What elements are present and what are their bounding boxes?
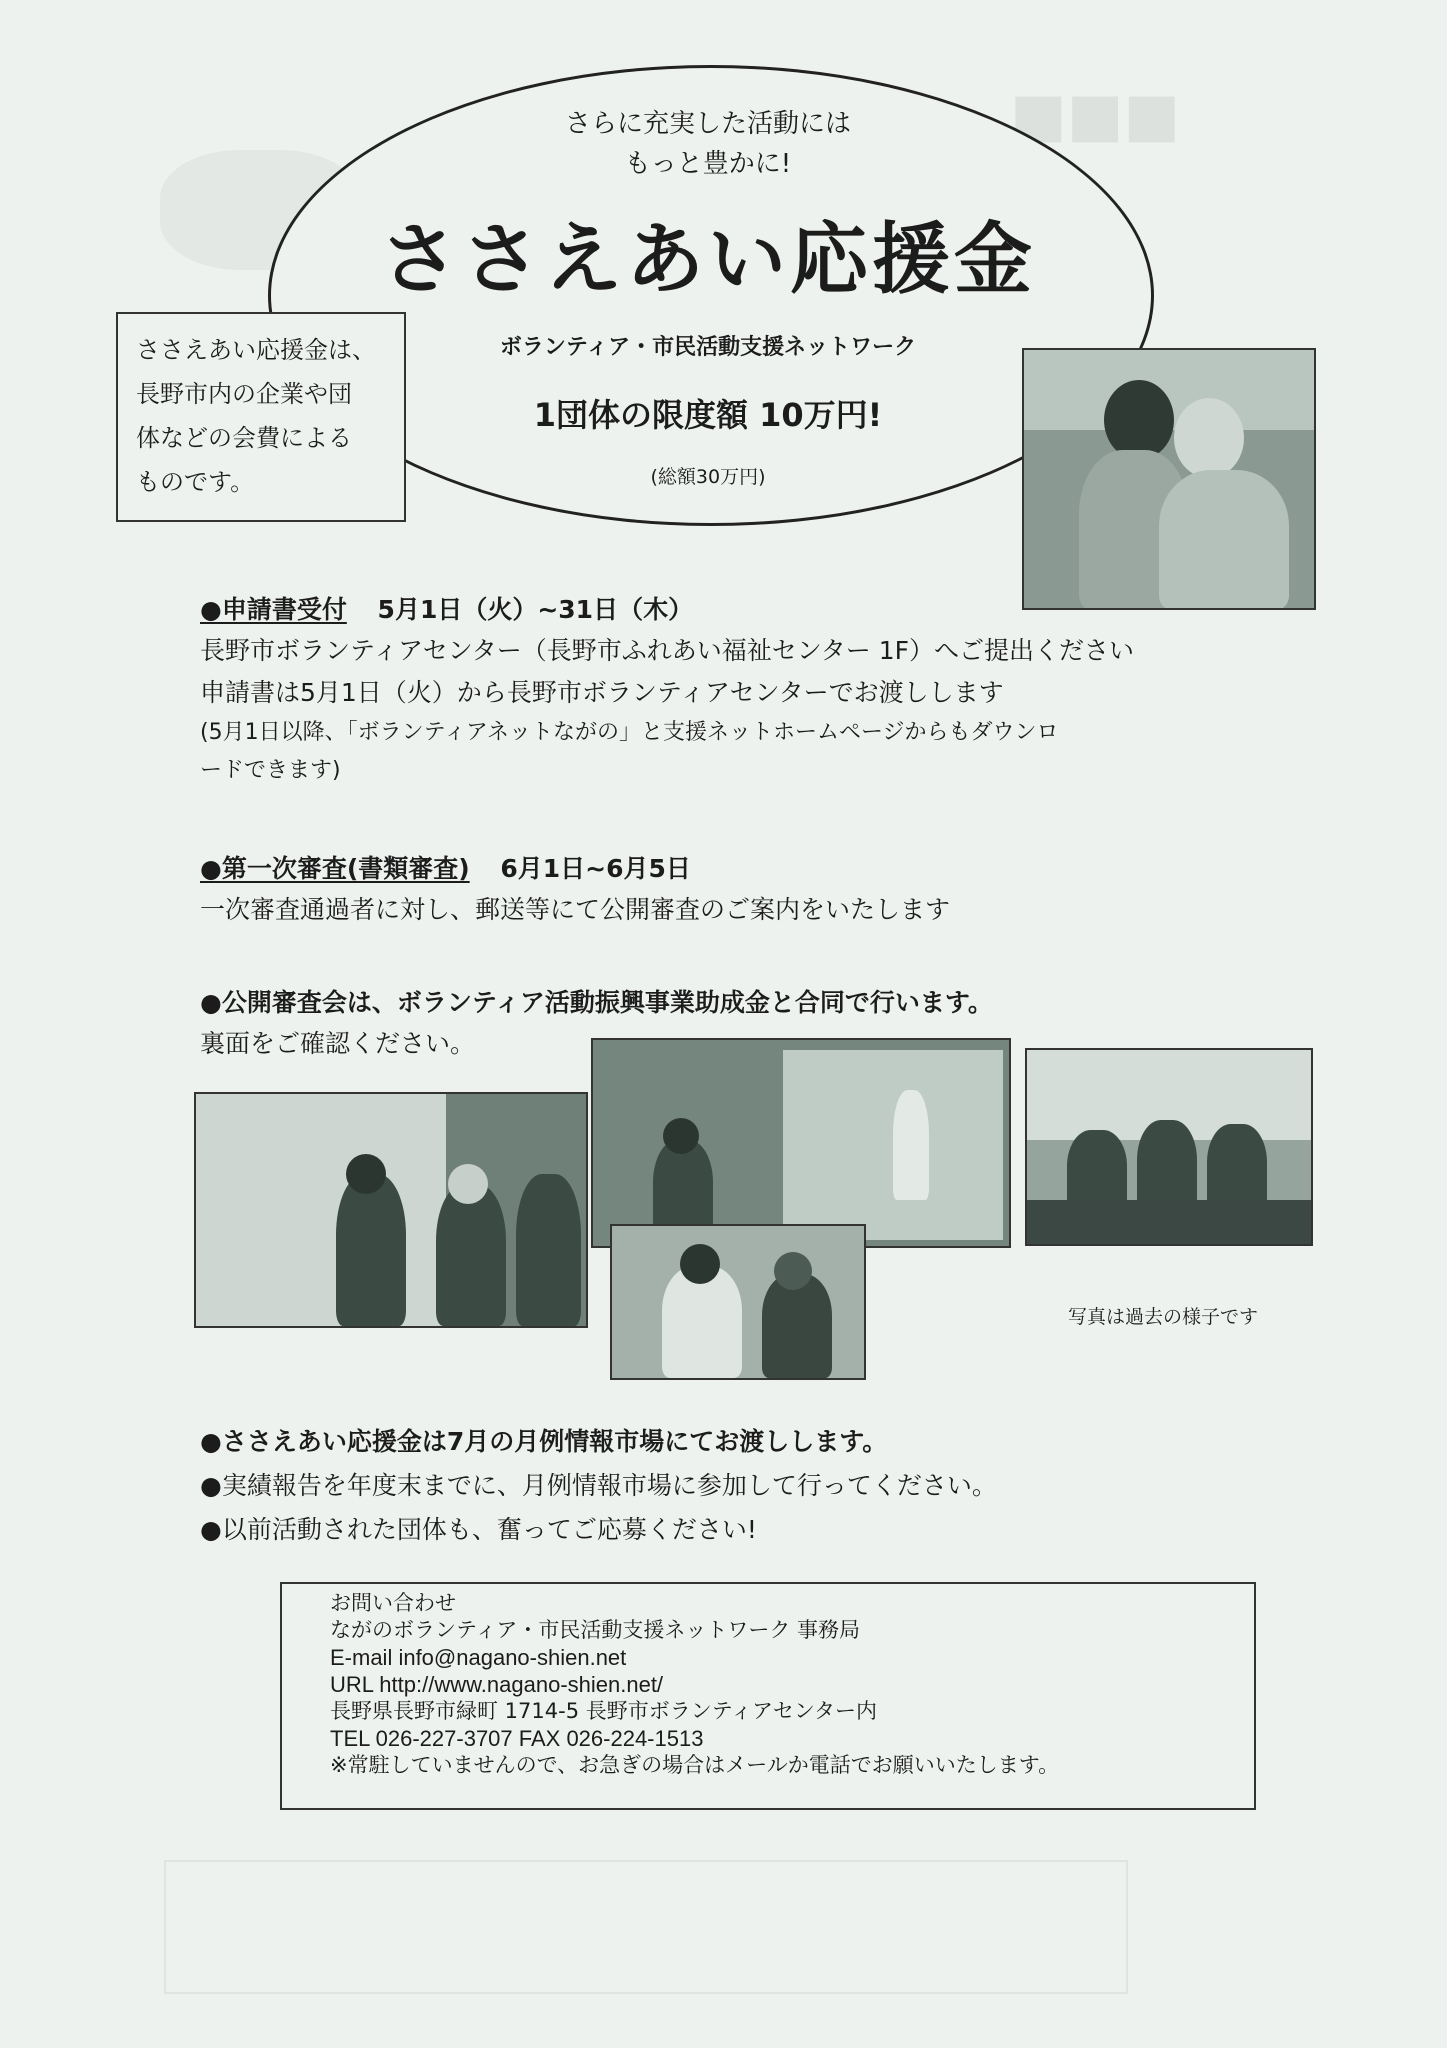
contact-url[interactable]: URL http://www.nagano-shien.net/ (330, 1672, 664, 1697)
closing-bullets (200, 1420, 1260, 1552)
public-review-heading: ●公開審査会は、ボランティア活動振興事業助成金と合同で行います。 (200, 988, 993, 1017)
application-line: 申請書は5月1日（火）から長野市ボランティアセンターでお渡しします (200, 678, 1004, 707)
total-amount: (総額30万円) (650, 466, 766, 488)
note-line: 長野市内の企業や団 (136, 380, 352, 408)
application-line: ードできます) (200, 758, 341, 783)
page-title: ささえあい応援金 (379, 215, 1036, 305)
first-review-line: 一次審査通過者に対し、郵送等にて公開審査のご案内をいたします (200, 895, 951, 924)
application-heading-label: ●申請書受付 (200, 595, 347, 624)
application-line: 長野市ボランティアセンター（長野市ふれあい福祉センター 1F）へご提出ください (200, 636, 1134, 665)
first-review-heading-label: ●第一次審査(書類審査) (200, 854, 470, 883)
note-line: ものです。 (136, 468, 255, 496)
bullet-item: ●ささえあい応援金は7月の月例情報市場にてお渡しします。 (200, 1427, 888, 1456)
contact-box (280, 1582, 1256, 1810)
photo-stage-screen (591, 1038, 1011, 1248)
bleed-through-text: ■■■ (1010, 80, 1181, 150)
first-review-section (200, 849, 1260, 931)
application-heading-dates: 5月1日（火）~31日（木） (377, 595, 694, 624)
bullet-item: ●実績報告を年度末までに、月例情報市場に参加して行ってください。 (200, 1471, 997, 1500)
bleed-through-box (164, 1860, 1128, 1994)
network-name: ボランティア・市民活動支援ネットワーク (499, 335, 917, 360)
limit-amount: 1団体の限度額 10万円! (533, 396, 883, 434)
photo-caption: 写真は過去の様子です (1068, 1306, 1259, 1328)
photo-whiteboard (194, 1092, 588, 1328)
bullet-item: ●以前活動された団体も、奮ってご応募ください! (200, 1515, 757, 1544)
contact-phone: TEL 026-227-3707 FAX 026-224-1513 (330, 1726, 704, 1751)
contact-note: ※常駐していませんので、お急ぎの場合はメールか電話でお願いいたします。 (330, 1753, 1060, 1777)
contact-address: 長野県長野市緑町 1714-5 長野市ボランティアセンター内 (330, 1699, 878, 1723)
first-review-heading (200, 849, 1260, 889)
contact-label: お問い合わせ (330, 1591, 456, 1615)
note-line: ささえあい応援金は、 (136, 336, 376, 364)
photo-child-elder (1022, 348, 1316, 610)
header-intro (268, 104, 1148, 184)
intro-line-2: もっと豊かに! (624, 149, 792, 179)
application-section (200, 590, 1260, 790)
intro-line-1: さらに充実した活動には (564, 109, 851, 139)
photo-handshake (610, 1224, 866, 1380)
contact-org: ながのボランティア・市民活動支援ネットワーク 事務局 (330, 1618, 860, 1642)
contact-email[interactable]: E-mail info@nagano-shien.net (330, 1645, 627, 1670)
note-line: 体などの会費による (136, 424, 352, 452)
first-review-heading-dates: 6月1日~6月5日 (500, 854, 691, 883)
photo-panel-table (1025, 1048, 1313, 1246)
funding-note-box (116, 312, 406, 522)
public-review-line: 裏面をご確認ください。 (200, 1029, 476, 1058)
application-line: (5月1日以降、「ボランティアネットながの」と支援ネットホームページからもダウンロ (200, 720, 1059, 745)
application-heading (200, 590, 1260, 630)
